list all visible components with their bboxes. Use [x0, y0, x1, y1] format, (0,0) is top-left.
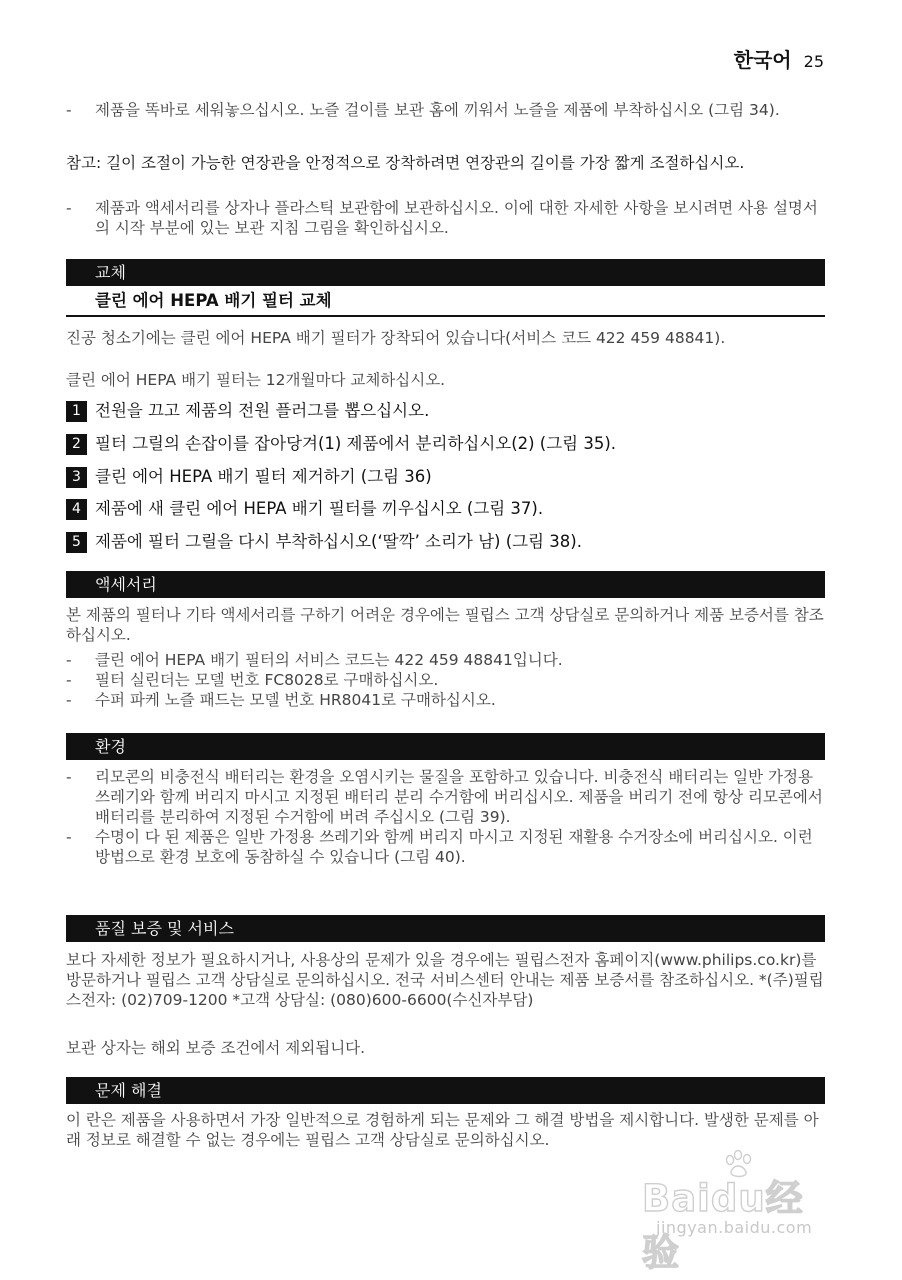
- bullet-dash: -: [66, 671, 72, 689]
- bullet-dash: -: [66, 101, 72, 119]
- language-label: 한국어: [733, 48, 792, 72]
- step-3: [66, 466, 826, 488]
- accessories-para: 본 제품의 필터나 기타 액세서리를 구하기 어려운 경우에는 필립스 고객 상담실로 문의하거나 제품 보증서를 참조하십시오.: [66, 606, 824, 644]
- section-header-replace: 교체: [66, 259, 825, 286]
- environment-bullets: [66, 767, 826, 867]
- bullet-text: 리모콘의 비충전식 배터리는 환경을 오염시키는 물질을 포함하고 있습니다. 비충전식 배터리는 일반 가정용 쓰레기와 함께 버리지 마시고 지정된 배터리 분리 수거함에 버리십시오. 제품을 버리기 전에 항상 리모콘에서 배터리를 분리하여 지정된 수거함에 버려 주십시오 (그림 39).: [95, 768, 823, 826]
- intro-note: 참고: 길이 조절이 가능한 연장관을 안정적으로 장착하려면 연장관의 길이를 가장 짧게 조절하십시오.: [66, 154, 745, 172]
- page-number: 25: [803, 52, 824, 71]
- step-number-badge: 3: [66, 467, 87, 488]
- step-text: 클린 에어 HEPA 배기 필터 제거하기 (그림 36): [95, 467, 432, 486]
- step-5: [66, 531, 826, 553]
- page-header: [734, 44, 824, 73]
- bullet-text: 클린 에어 HEPA 배기 필터의 서비스 코드는 422 459 48841입니다.: [95, 651, 563, 669]
- baidu-watermark: [640, 1150, 840, 1274]
- warranty-para-1: 보다 자세한 정보가 필요하시거나, 사용상의 문제가 있을 경우에는 필립스전자 홈페이지(www.philips.co.kr)를 방문하거나 필립스 고객 상담실로 문의하십시오. 전국 서비스센터 안내는 제품 보증서를 참조하십시오. *(주)필립스전자: (02)709-1200 *고객 상담실: (080)600-6600(수신자부담): [66, 951, 824, 1009]
- list-item: [66, 767, 826, 827]
- step-number-badge: 4: [66, 499, 87, 520]
- subsection-rule: [66, 315, 825, 317]
- bullet-dash: -: [66, 828, 72, 846]
- list-item: [66, 670, 826, 690]
- step-text: 필터 그릴의 손잡이를 잡아당겨(1) 제품에서 분리하십시오(2) (그림 35).: [95, 434, 617, 453]
- step-2: [66, 433, 826, 455]
- bullet-dash: -: [66, 651, 72, 669]
- section-header-accessories: 액세서리: [66, 571, 825, 598]
- bullet-text: 수퍼 파케 노즐 패드는 모델 번호 HR8041로 구매하십시오.: [95, 691, 496, 709]
- list-item: [66, 690, 826, 710]
- accessories-bullets: [66, 650, 826, 710]
- bullet-dash: -: [66, 199, 72, 217]
- step-text: 제품에 새 클린 에어 HEPA 배기 필터를 끼우십시오 (그림 37).: [95, 499, 544, 518]
- section-header-troubleshooting: 문제 해결: [66, 1077, 825, 1104]
- replace-para-1: 진공 청소기에는 클린 에어 HEPA 배기 필터가 장착되어 있습니다(서비스 코드 422 459 48841).: [66, 329, 726, 347]
- step-text: 제품에 필터 그릴을 다시 부착하십시오(‘딸깍’ 소리가 남) (그림 38).: [95, 532, 582, 551]
- warranty-para-2: 보관 상자는 해외 보증 조건에서 제외됩니다.: [66, 1039, 366, 1057]
- bullet-text: 필터 실린더는 모델 번호 FC8028로 구매하십시오.: [95, 671, 439, 689]
- step-number-badge: 2: [66, 434, 87, 455]
- step-number-badge: 5: [66, 532, 87, 553]
- intro-bullet-2: [66, 198, 826, 238]
- bullet-text: 수명이 다 된 제품은 일반 가정용 쓰레기와 함께 버리지 마시고 지정된 재활용 수거장소에 버리십시오. 이런 방법으로 환경 보호에 동참하실 수 있습니다 (그림 40).: [95, 828, 813, 866]
- section-header-environment: 환경: [66, 733, 825, 760]
- bullet-dash: -: [66, 768, 72, 786]
- watermark-url: jingyan.baidu.com: [656, 1218, 813, 1237]
- step-text: 전원을 끄고 제품의 전원 플러그를 뽑으십시오.: [95, 401, 430, 420]
- bullet-text: 제품과 액세서리를 상자나 플라스틱 보관함에 보관하십시오. 이에 대한 자세한 사항을 보시려면 사용 설명서의 시작 부분에 있는 보관 지침 그림을 확인하십시오.: [95, 199, 818, 237]
- list-item: [66, 827, 826, 867]
- bullet-dash: -: [66, 691, 72, 709]
- replace-para-2: 클린 에어 HEPA 배기 필터는 12개월마다 교체하십시오.: [66, 371, 446, 389]
- troubleshooting-para: 이 란은 제품을 사용하면서 가장 일반적으로 경험하게 되는 문제와 그 해결 방법을 제시합니다. 발생한 문제를 아래 정보로 해결할 수 없는 경우에는 필립스 고객 상담실로 문의하십시오.: [66, 1111, 819, 1149]
- subsection-title-hepa: 클린 에어 HEPA 배기 필터 교체: [95, 291, 332, 310]
- step-1: [66, 400, 826, 422]
- step-number-badge: 1: [66, 401, 87, 422]
- section-header-warranty: 품질 보증 및 서비스: [66, 915, 825, 942]
- intro-bullet-1: [66, 100, 826, 120]
- step-4: [66, 498, 826, 520]
- list-item: [66, 650, 826, 670]
- watermark-logo: Baidu经验: [642, 1177, 804, 1274]
- bullet-text: 제품을 똑바로 세워놓으십시오. 노즐 걸이를 보관 홈에 끼워서 노즐을 제품에 부착하십시오 (그림 34).: [95, 101, 780, 119]
